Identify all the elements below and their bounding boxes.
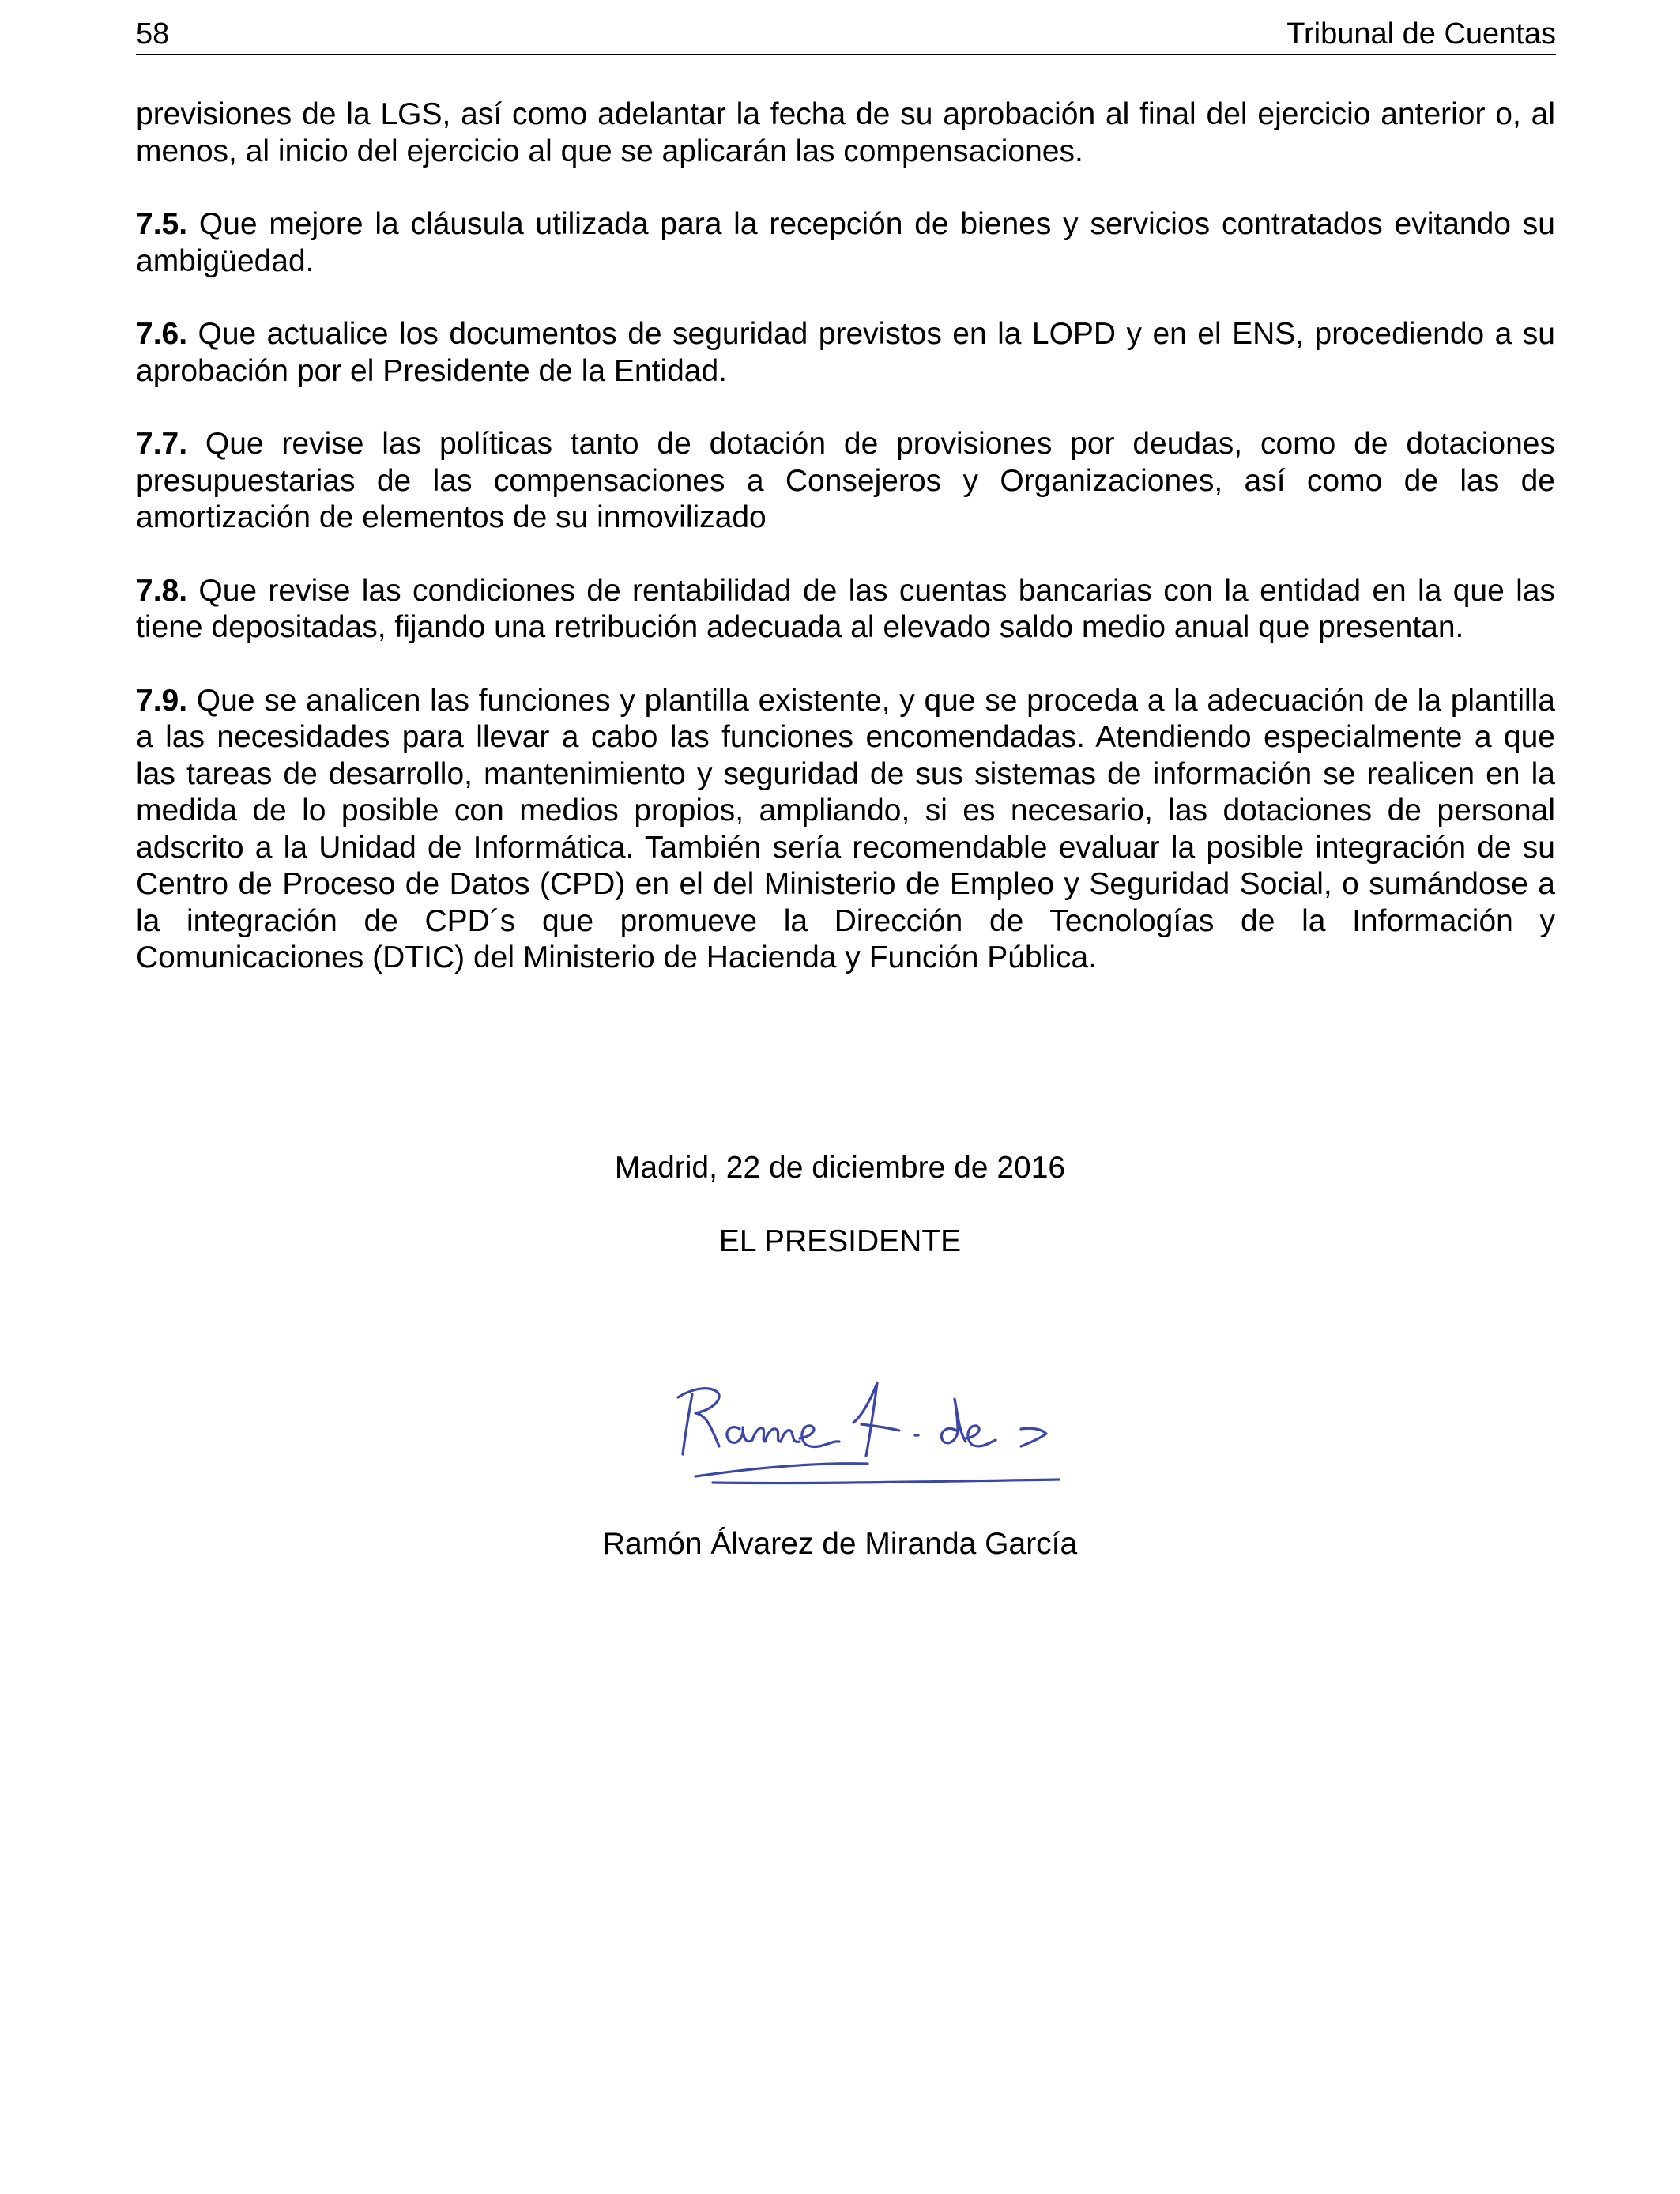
recommendation-number: 7.7.: [136, 427, 188, 461]
recommendation-7-8: [136, 573, 1555, 647]
recommendation-7-5: [136, 206, 1555, 280]
recommendation-text: Que revise las políticas tanto de dotación de provisiones por deudas, como de dotaciones presupuestarias de las compensaciones a Consejeros y Organizaciones, así como de las de amortización de elementos de su inmovilizado: [136, 427, 1555, 534]
signatory-name: Ramón Álvarez de Miranda García: [602, 1527, 1078, 1561]
recommendation-7-7: [136, 426, 1555, 537]
recommendation-text: Que se analicen las funciones y plantilla existente, y que se proceda a la adecuación de la plantilla a las necesidades para llevar a cabo las funciones encomendadas. Atendiendo especialmente a que las tareas de desarrollo, mantenimiento y seguridad de sus sistemas de información se realicen en la medida de lo posible con medios propios, ampliando, si es necesario, las dotaciones de personal adscrito a la Unidad de Informática. También sería recomendable evaluar la posible integración de su Centro de Proceso de Datos (CPD) en el del Ministerio de Empleo y Seguridad Social, o sumándose a la integración de CPD´s que promueve la Dirección de Tecnologías de la Información y Comunicaciones (DTIC) del Ministerio de Hacienda y Función Pública.: [136, 683, 1555, 974]
page-header: [136, 14, 1556, 55]
recommendation-7-9: [136, 683, 1555, 977]
recommendation-text: Que mejore la cláusula utilizada para la recepción de bienes y servicios contratados evitando su ambigüedad.: [136, 207, 1555, 278]
recommendations-body: [136, 96, 1555, 1013]
recommendation-number: 7.5.: [136, 207, 188, 241]
handwritten-signature: [664, 1336, 1075, 1486]
recommendation-text: Que actualice los documentos de seguridad previstos en la LOPD y en el ENS, procediendo a su aprobación por el Presidente de la Entidad.: [136, 317, 1555, 388]
recommendation-7-6: [136, 316, 1555, 390]
signatory-title: EL PRESIDENTE: [718, 1224, 962, 1258]
intro-paragraph: previsiones de la LGS, así como adelantar la fecha de su aprobación al final del ejercicio anterior o, al menos, al inicio del ejercicio al que se aplicarán las compensaciones.: [136, 97, 1555, 168]
recommendation-number: 7.8.: [136, 573, 188, 608]
recommendation-number: 7.9.: [136, 683, 188, 718]
page-number: 58: [136, 17, 170, 51]
place-date: Madrid, 22 de diciembre de 2016: [614, 1151, 1066, 1185]
signature-strokes: [678, 1383, 1059, 1483]
running-head: Tribunal de Cuentas: [1286, 17, 1556, 51]
recommendation-text: Que revise las condiciones de rentabilidad de las cuentas bancarias con la entidad en la que las tiene depositadas, fijando una retribución adecuada al elevado saldo medio anual que presentan.: [136, 573, 1555, 644]
recommendation-number: 7.6.: [136, 317, 188, 351]
